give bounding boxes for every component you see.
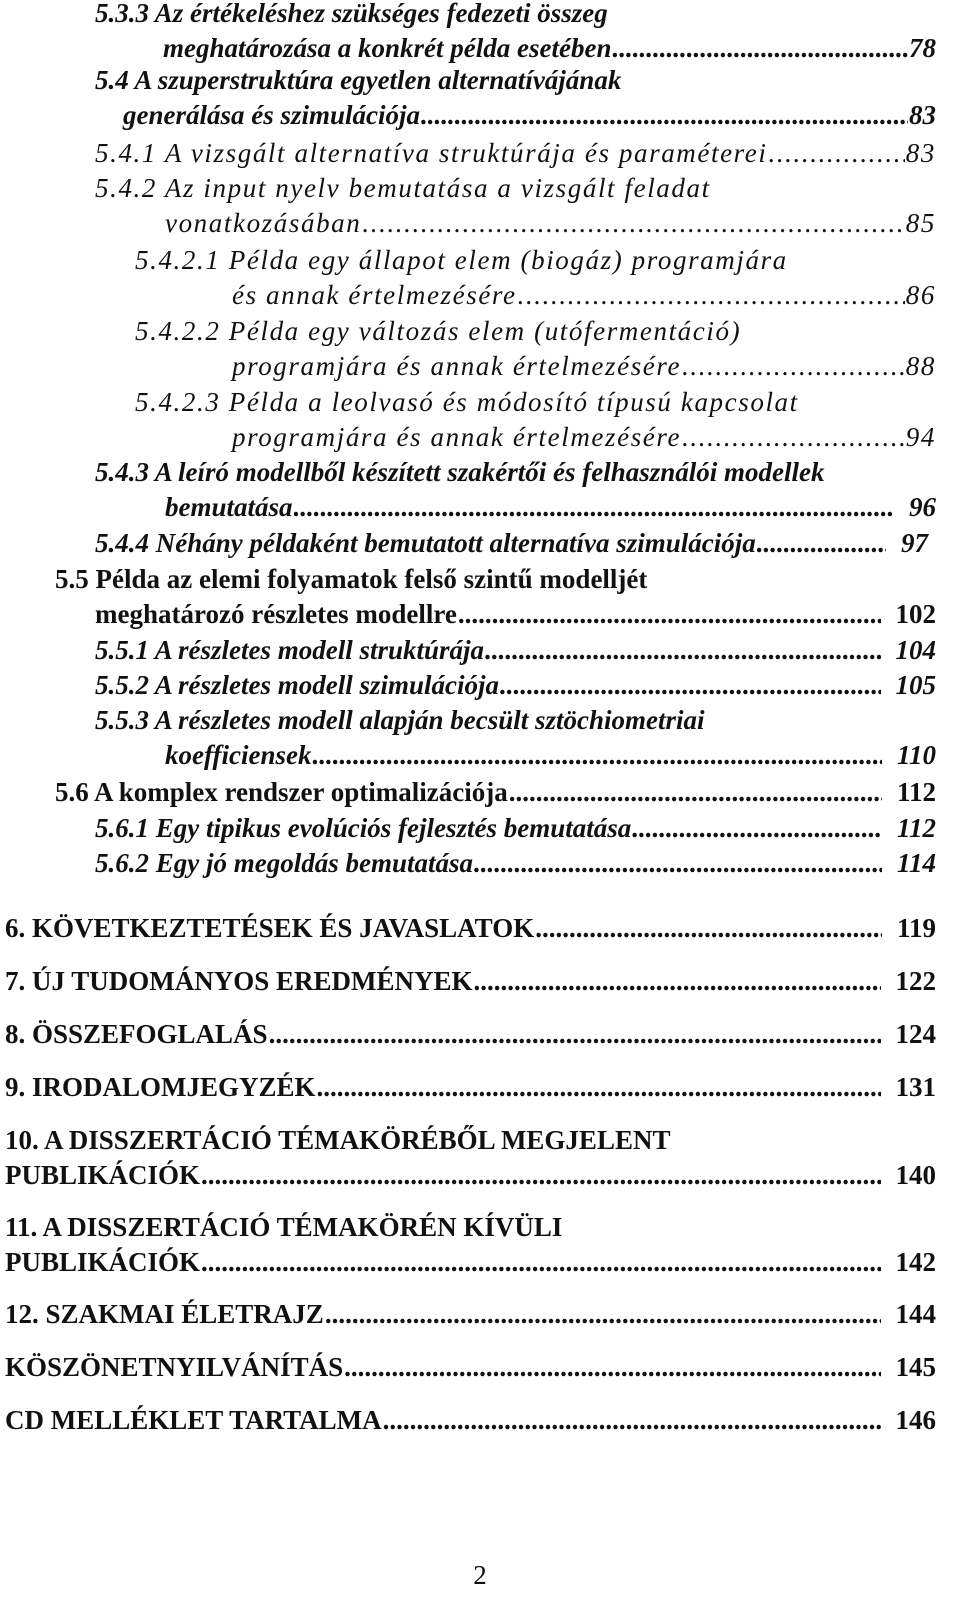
dot-leader (632, 811, 882, 846)
toc-page-number: 110 (896, 740, 936, 770)
toc-entry-5-4-2-3 (135, 385, 936, 455)
toc-entry-title: 5.4 A szuperstruktúra egyetlen alternatívájának (95, 65, 622, 95)
toc-entry-title: 5.4.1 A vizsgált alternatíva struktúrája és paraméterei (95, 138, 768, 168)
toc-entry-title: generálása és szimulációja (123, 100, 421, 130)
toc-page-number: 131 (895, 1072, 936, 1102)
toc-entry-title: 5.5.3 A részletes modell alapján becsült sztöchiometriai (95, 705, 705, 735)
toc-page-number: 85 (905, 208, 936, 238)
toc-entry-title: 5.6.1 Egy tipikus evolúciós fejlesztés bemutatása (95, 813, 632, 843)
toc-entry-title: 5.4.2.1 Példa egy állapot elem (biogáz) programjára (135, 245, 788, 275)
toc-acknowledgements (5, 1350, 936, 1385)
toc-chapter-title: 10. A DISSZERTÁCIÓ TÉMAKÖRÉBŐL MEGJELENT (5, 1125, 671, 1155)
dot-leader (201, 1245, 880, 1280)
toc-chapter-6 (5, 911, 936, 946)
toc-chapter-title: 6. KÖVETKEZTETÉSEK ÉS JAVASLATOK (5, 913, 535, 943)
toc-page-number: 102 (895, 599, 936, 629)
toc-page-number: 104 (895, 635, 936, 665)
dot-leader (269, 1017, 881, 1052)
dot-leader (682, 420, 905, 455)
toc-entry-title: és annak értelmezésére (232, 280, 517, 310)
toc-chapter-11 (5, 1210, 936, 1280)
dot-leader (682, 349, 905, 384)
toc-entry-title: 5.6.2 Egy jó megoldás bemutatása (95, 848, 473, 878)
toc-entry-5-5-2 (95, 668, 936, 703)
toc-chapter-title: CD MELLÉKLET TARTALMA (5, 1405, 382, 1435)
toc-chapter-title: 7. ÚJ TUDOMÁNYOS EREDMÉNYEK (5, 966, 473, 996)
toc-entry-title: 5.3.3 Az értékeléshez szükséges fedezeti összeg (95, 0, 608, 28)
toc-page-number: 122 (895, 966, 936, 996)
toc-chapter-8 (5, 1017, 936, 1052)
toc-entry-5-3-3 (95, 0, 936, 66)
toc-entry-5-5-1 (95, 633, 936, 668)
dot-leader (421, 98, 908, 133)
dot-leader (535, 911, 882, 946)
toc-entry-title: 5.5 Példa az elemi folyamatok felső szintű modelljét (55, 564, 648, 594)
toc-entry-title: meghatározó részletes modellre (95, 599, 457, 629)
toc-entry-title: 5.6 A komplex rendszer optimalizációja (55, 777, 508, 807)
toc-entry-title: 5.4.2.3 Példa a leolvasó és módosító típusú kapcsolat (135, 387, 799, 417)
toc-page-number: 144 (895, 1299, 936, 1329)
toc-entry-5-4-1 (95, 136, 936, 171)
toc-page-number: 119 (896, 913, 936, 943)
toc-entry-title: 5.5.2 A részletes modell szimulációja (95, 670, 500, 700)
dot-leader (474, 964, 881, 999)
toc-entry-5-6-2 (95, 846, 936, 881)
dot-leader (362, 206, 904, 241)
toc-entry-title: koefficiensek (165, 740, 312, 770)
toc-entry-title: 5.4.3 A leíró modellből készített szakértői és felhasználói modellek (95, 457, 825, 487)
toc-chapter-title: KÖSZÖNETNYILVÁNÍTÁS (5, 1352, 344, 1382)
toc-page-number: 112 (896, 813, 936, 843)
dot-leader (312, 738, 882, 773)
toc-chapter-7 (5, 964, 936, 999)
toc-page-number: 97 (901, 528, 928, 558)
toc-page-number: 78 (909, 33, 936, 63)
dot-leader (383, 1403, 881, 1438)
toc-chapter-title: PUBLIKÁCIÓK (5, 1247, 201, 1277)
toc-entry-title: meghatározása a konkrét példa esetében (163, 33, 612, 63)
toc-page-number: 114 (896, 848, 936, 878)
toc-entry-5-4 (95, 63, 936, 133)
toc-entry-5-5-3 (95, 703, 936, 773)
toc-page-number: 83 (905, 138, 936, 168)
toc-page-number: 83 (909, 100, 936, 130)
toc-entry-title: 5.4.2 Az input nyelv bemutatása a vizsgált feladat (95, 173, 711, 203)
toc-entry-title: programjára és annak értelmezésére (232, 351, 682, 381)
toc-page-number: 96 (909, 492, 936, 522)
toc-entry-5-6 (55, 775, 936, 810)
toc-entry-5-4-2-2 (135, 314, 936, 384)
toc-chapter-9 (5, 1070, 936, 1105)
toc-chapter-title: 12. SZAKMAI ÉLETRAJZ (5, 1299, 324, 1329)
toc-page-number: 112 (896, 777, 936, 807)
toc-entry-5-4-2-1 (135, 243, 936, 313)
toc-entry-5-4-3 (95, 455, 936, 525)
toc-entry-5-5 (55, 562, 936, 632)
toc-page-number: 86 (905, 280, 936, 310)
toc-chapter-title: 8. ÖSSZEFOGLALÁS (5, 1019, 268, 1049)
dot-leader (757, 526, 886, 561)
dot-leader (612, 31, 908, 66)
toc-chapter-title: 11. A DISSZERTÁCIÓ TÉMAKÖRÉN KÍVÜLI (5, 1212, 563, 1242)
toc-page-number: 145 (895, 1352, 936, 1382)
toc-page-number: 142 (895, 1247, 936, 1277)
page-number: 2 (473, 1560, 487, 1590)
dot-leader (509, 775, 882, 810)
toc-page-number: 140 (895, 1160, 936, 1190)
toc-entry-title: 5.5.1 A részletes modell struktúrája (95, 635, 485, 665)
toc-page-number: 124 (895, 1019, 936, 1049)
dot-leader (344, 1350, 880, 1385)
toc-entry-title: bemutatása (165, 492, 293, 522)
toc-entry-title: 5.4.2.2 Példa egy változás elem (utófermentáció) (135, 316, 742, 346)
toc-page-number: 88 (905, 351, 936, 381)
toc-entry-5-4-2 (95, 171, 936, 241)
dot-leader (325, 1297, 881, 1332)
toc-entry-title: vonatkozásában (165, 208, 362, 238)
dot-leader (294, 490, 894, 525)
dot-leader (518, 278, 905, 313)
toc-entry-title: 5.4.4 Néhány példaként bemutatott alternatíva szimulációja (95, 528, 756, 558)
toc-chapter-12 (5, 1297, 936, 1332)
toc-entry-title: programjára és annak értelmezésére (232, 422, 682, 452)
toc-chapter-title: PUBLIKÁCIÓK (5, 1160, 201, 1190)
toc-entry-5-4-4 (95, 526, 928, 561)
dot-leader (768, 136, 904, 171)
toc-page-number: 105 (895, 670, 936, 700)
toc-chapter-10 (5, 1123, 936, 1193)
toc-page-number: 94 (905, 422, 936, 452)
dot-leader (201, 1158, 880, 1193)
dot-leader (474, 846, 882, 881)
toc-cd-appendix (5, 1403, 936, 1438)
toc-chapter-title: 9. IRODALOMJEGYZÉK (5, 1072, 316, 1102)
dot-leader (458, 597, 881, 632)
dot-leader (317, 1070, 881, 1105)
toc-entry-5-6-1 (95, 811, 936, 846)
toc-page-number: 146 (895, 1405, 936, 1435)
dot-leader (485, 633, 880, 668)
dot-leader (500, 668, 880, 703)
